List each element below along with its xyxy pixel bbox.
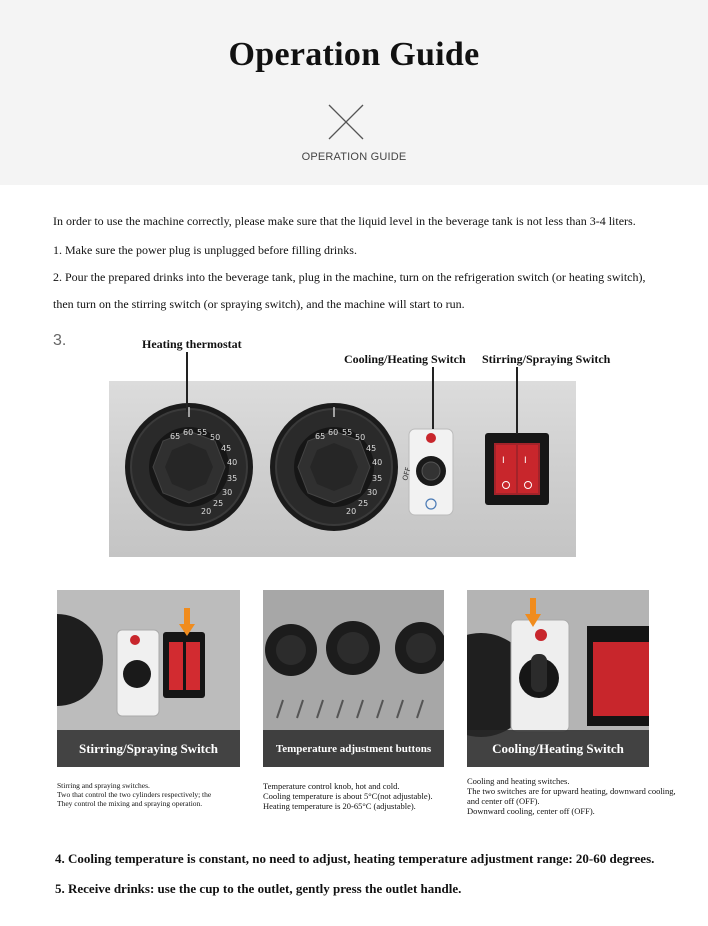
dial-left-num-25: 25 [213,499,224,508]
step-5: 5. Receive drinks: use the cup to the outlet, gently press the outlet handle. [55,881,462,896]
photo-3-description [467,776,676,816]
dial-left-num-30: 30 [222,488,233,497]
dial-left-num-40: 40 [227,458,238,467]
step-2-line-2: then turn on the stirring switch (or spraying switch), and the machine will start to run. [53,297,465,311]
photo-1-description [57,781,211,808]
caption-cooling-heating: Cooling/Heating Switch [492,740,624,756]
caption-bar [467,730,649,767]
photo-3-desc-line-3: and center off (OFF). [467,796,540,806]
dial-right-num-35: 35 [372,474,383,483]
toggle-off-label: OFF [401,466,413,482]
svg-text:I: I [502,456,505,466]
photo-stirring-spraying [57,590,240,767]
photo-temperature-buttons [263,590,444,767]
photo-3-desc-line-2: The two switches are for upward heating, downward cooling, [467,786,676,796]
dial-right-num-30: 30 [367,488,378,497]
thermostat-knob-right [270,403,398,531]
intro-text: In order to use the machine correctly, please make sure that the liquid level in the beverage tank is not less than 3-4 liters. [53,214,636,228]
label-stirring-spraying-switch: Stirring/Spraying Switch [482,352,611,366]
dial-right-num-20: 20 [346,507,357,516]
dial-right-num-40: 40 [372,458,383,467]
dial-left-num-45: 45 [221,444,232,453]
photo-1-desc-line-2: Two that control the two cylinders respectively; the [57,790,212,799]
caption-temperature-buttons: Temperature adjustment buttons [275,742,432,755]
leader-line-cooling-heating [432,367,434,429]
photo-2-desc-line-2: Cooling temperature is about 5°C(not adjustable). [263,791,433,801]
cross-icon [326,102,366,142]
svg-text:I: I [524,456,527,466]
control-panel-photo [109,381,576,557]
photo-cooling-heating [467,590,649,767]
dial-left-num-60: 60 [183,428,194,437]
step-3-number: 3. [53,332,67,349]
photo-2-description [263,781,433,811]
dial-left-num-50: 50 [210,433,221,442]
dial-right-num-55: 55 [342,428,353,437]
label-heating-thermostat: Heating thermostat [142,337,242,351]
page-subtitle: OPERATION GUIDE [301,151,407,163]
dial-left-num-20: 20 [201,507,212,516]
photo-1-desc-line-3: They control the mixing and spraying operation. [57,799,203,808]
leader-line-thermostat [186,352,188,412]
step-1: 1. Make sure the power plug is unplugged before filling drinks. [53,243,357,257]
caption-stirring-spraying: Stirring/Spraying Switch [78,740,219,756]
dial-right-num-60: 60 [328,428,339,437]
thermostat-knob-left [125,403,253,531]
dial-right-num-65: 65 [315,432,326,441]
photo-2-desc-line-1: Temperature control knob, hot and cold. [263,781,400,791]
cooling-heating-toggle [401,429,453,515]
caption-bar [263,730,444,767]
dial-right-num-50: 50 [355,433,366,442]
dial-left-num-65: 65 [170,432,181,441]
dial-left-num-35: 35 [227,474,238,483]
dial-right-num-45: 45 [366,444,377,453]
step-4: 4. Cooling temperature is constant, no need to adjust, heating temperature adjustment range: 20-60 degrees. [55,851,655,866]
page-title: Operation Guide [228,36,480,73]
caption-bar [57,730,240,767]
photo-3-desc-line-4: Downward cooling, center off (OFF). [467,806,595,816]
photo-3-desc-line-1: Cooling and heating switches. [467,776,570,786]
dial-left-num-55: 55 [197,428,208,437]
photo-2-desc-line-3: Heating temperature is 20-65°C (adjustable). [263,801,416,811]
dial-right-num-25: 25 [358,499,369,508]
leader-line-stirring-spraying [516,367,518,434]
step-2-line-1: 2. Pour the prepared drinks into the beverage tank, plug in the machine, turn on the refrigeration switch (or heating switch), [53,270,646,284]
header-band [0,0,708,185]
label-cooling-heating-switch: Cooling/Heating Switch [344,352,466,366]
photo-1-desc-line-1: Stirring and spraying switches. [57,781,150,790]
orange-arrow-icon [179,608,195,636]
stirring-spraying-rocker [485,433,549,505]
control-panel-drawing [109,381,576,557]
